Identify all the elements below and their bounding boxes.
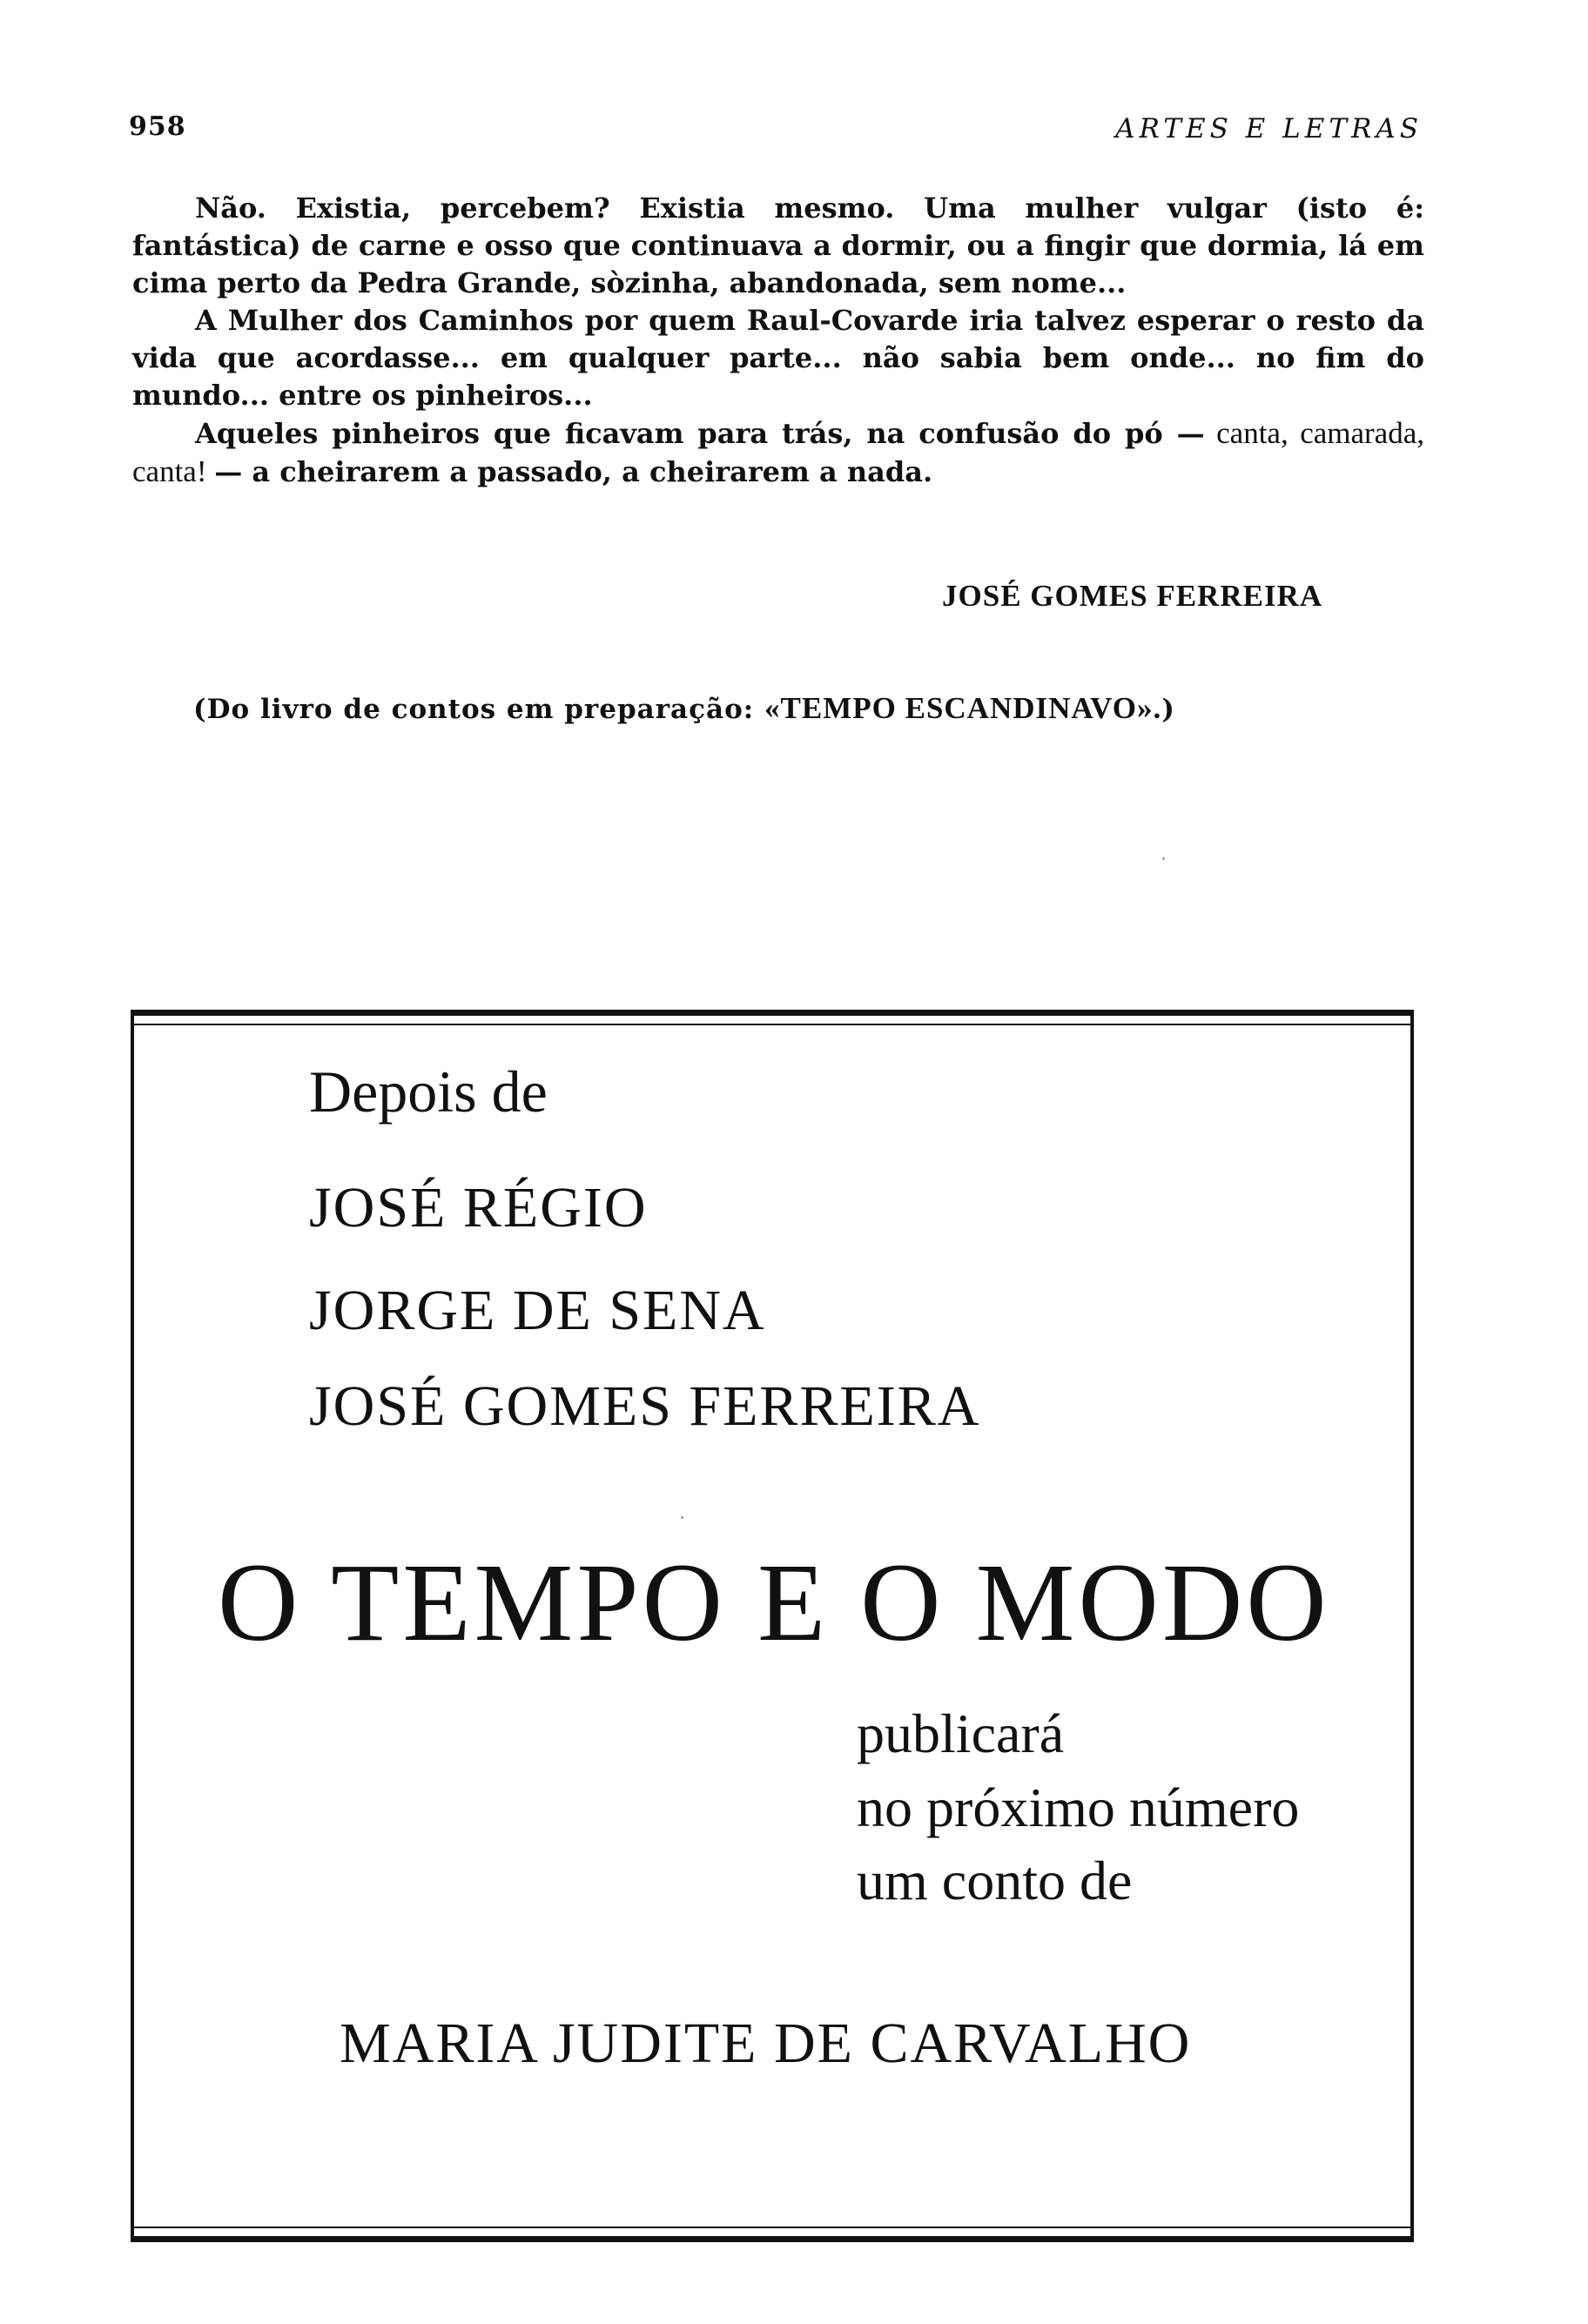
article-signature: JOSÉ GOMES FERREIRA	[942, 579, 1323, 613]
paragraph-2: A Mulher dos Caminhos por quem Raul-Covarde iria talvez esperar o resto da vida que acordasse... em qualquer parte... não sabia bem onde... no fim do mundo... entre os pinheiros...	[132, 304, 1424, 412]
featured-author: MARIA JUDITE DE CARVALHO	[340, 2012, 1192, 2075]
ad-intro: Depois de	[309, 1058, 548, 1125]
paragraph-1: Não. Existia, percebem? Existia mesmo. Uma mulher vulgar (isto é: fantástica) de carne e osso que continuava a dormir, ou a fingir que dormia, lá em cima perto da Pedra Grande, sòzinha, abandonada, sem nome...	[132, 191, 1424, 299]
paragraph-3-end: — a cheirarem a passado, a cheirarem a nada.	[214, 455, 933, 488]
frame-top-rule	[134, 1024, 1410, 1025]
page-number: 958	[129, 111, 186, 142]
source-note-title: «TEMPO ESCANDINAVO».	[764, 691, 1162, 725]
frame-bottom-rule	[134, 2227, 1410, 2228]
source-note	[193, 691, 1175, 726]
paragraph-3-start: Aqueles pinheiros que ficavam para trás, na confusão do pó —	[195, 417, 1205, 450]
promo-line-2: no próximo número	[857, 1777, 1300, 1838]
magazine-title: O TEMPO E O MODO	[218, 1541, 1330, 1664]
article-body	[132, 190, 1424, 491]
promo-line-1: publicará	[857, 1703, 1065, 1764]
source-note-close: )	[1161, 694, 1175, 725]
paragraph-3-refrain: canta, camarada, canta!	[132, 416, 1425, 488]
source-note-open: (Do livro de contos em preparação:	[193, 694, 765, 725]
running-head: ARTES E LETRAS	[1115, 113, 1423, 144]
paper-speck	[1162, 857, 1165, 860]
ad-author-1: JOSÉ RÉGIO	[309, 1176, 648, 1239]
ad-author-2: JORGE DE SENA	[309, 1279, 766, 1342]
paragraph-3	[132, 414, 1424, 491]
promo-line-3: um conto de	[857, 1850, 1133, 1911]
ad-author-3: JOSÉ GOMES FERREIRA	[309, 1374, 981, 1438]
